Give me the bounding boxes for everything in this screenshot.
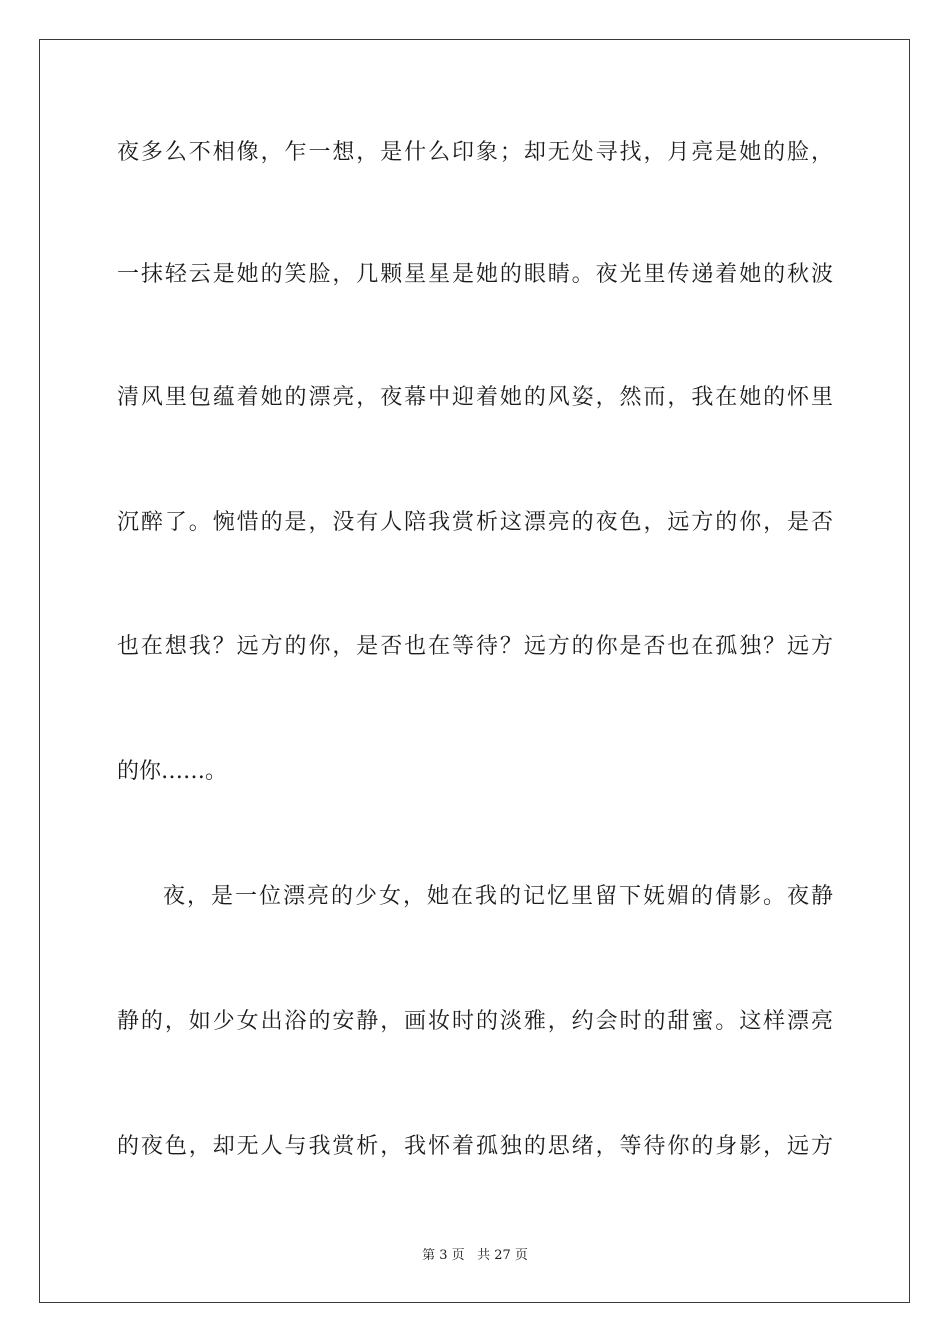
page-total: 共 27 页: [477, 1248, 528, 1263]
text-line: 夜多么不相像，乍一想，是什么印象；却无处寻找，月亮是她的脸，: [117, 140, 833, 165]
text-line: 静的，如少女出浴的安静，画妆时的淡雅，约会时的甜蜜。这样漂亮: [117, 1009, 833, 1034]
text-line: 的你……。: [117, 759, 228, 784]
text-line: 也在想我？远方的你，是否也在等待？远方的你是否也在孤独？远方: [117, 634, 833, 659]
text-line: 沉醉了。惋惜的是，没有人陪我赏析这漂亮的夜色，远方的你，是否: [117, 510, 833, 535]
text-line-indented: 夜，是一位漂亮的少女，她在我的记忆里留下妩媚的倩影。夜静: [163, 884, 833, 909]
page-border: [39, 39, 910, 1303]
text-line: 一抹轻云是她的笑脸，几颗星星是她的眼睛。夜光里传递着她的秋波: [117, 262, 833, 287]
text-line: 的夜色，却无人与我赏析，我怀着孤独的思绪，等待你的身影，远方: [117, 1134, 833, 1159]
page-number: 第 3 页: [422, 1248, 465, 1263]
text-line: 清风里包蕴着她的漂亮，夜幕中迎着她的风姿，然而，我在她的怀里: [117, 385, 833, 410]
page-footer: [0, 1248, 950, 1264]
